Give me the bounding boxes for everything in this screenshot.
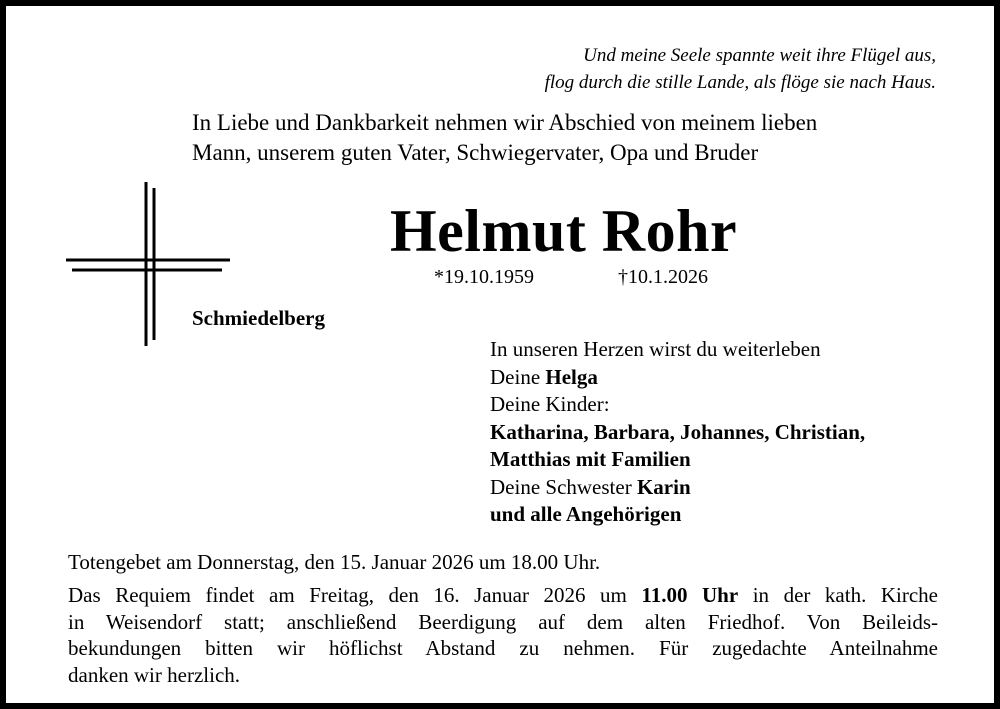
requiem-text: Das Requiem findet am Freitag, den 16. Januar 2026 um [68, 583, 642, 607]
children-label: Deine Kinder: [490, 392, 610, 416]
intro-text [192, 108, 817, 168]
wife-name: Helga [545, 364, 598, 389]
requiem-line: bekundungen bitten wir höflichst Abstand zu nehmen. Für zugedachte Anteilnahme [68, 636, 938, 660]
place-name: Schmiedelberg [192, 306, 325, 330]
death-date: †10.1.2026 [618, 266, 708, 288]
intro-line: Mann, unserem guten Vater, Schwiegervater, Opa und Bruder [192, 140, 759, 165]
requiem-time: 11.00 Uhr [641, 583, 739, 607]
requiem-line: in Weisendorf statt; anschließend Beerdigung auf dem alten Friedhof. Von Beileids- [68, 609, 938, 634]
mourners-line: In unseren Herzen wirst du weiterleben [490, 337, 821, 361]
requiem-text: in der kath. Kirche [738, 583, 938, 607]
deceased-name: Helmut Rohr [390, 198, 738, 264]
children-names [490, 446, 865, 474]
relatives [490, 501, 865, 529]
children-line: Matthias mit Familien [490, 447, 691, 471]
birth-date: *19.10.1959 [434, 266, 534, 288]
mourners-wife [490, 364, 865, 392]
intro-line: In Liebe und Dankbarkeit nehmen wir Abschied von meinem lieben [192, 110, 818, 135]
poem-quote [545, 42, 936, 96]
children-line: Katharina, Barbara, Johannes, Christian, [490, 419, 866, 444]
requiem-announcement [68, 582, 938, 688]
relatives-text: und alle Angehörigen [490, 502, 682, 526]
requiem-line: danken wir herzlich. [68, 662, 241, 687]
children-names [490, 419, 865, 447]
wife-prefix: Deine [490, 364, 546, 389]
sister-prefix: Deine Schwester [490, 474, 637, 499]
requiem-line [68, 582, 938, 609]
mourners-list [490, 336, 865, 529]
wake-announcement: Totengebet am Donnerstag, den 15. Januar 2026 um 18.00 Uhr. [68, 550, 601, 574]
mourners-sister [490, 474, 865, 502]
poem-line: flog durch die stille Lande, als flöge sie nach Haus. [544, 72, 936, 93]
poem-line: Und meine Seele spannte weit ihre Flügel aus, [583, 45, 936, 66]
sister-name: Karin [636, 474, 691, 499]
